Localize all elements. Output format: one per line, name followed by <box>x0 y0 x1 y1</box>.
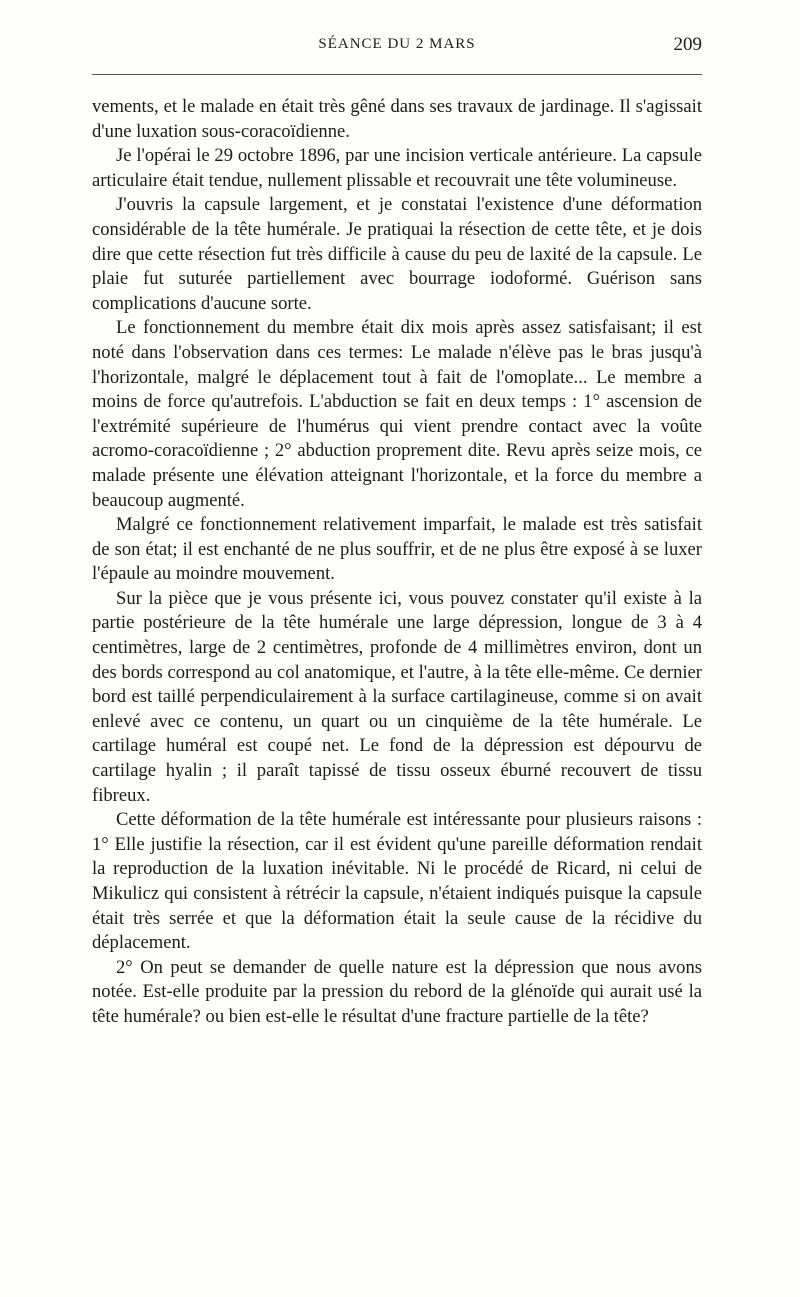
paragraph: Malgré ce fonctionnement relativement imparfait, le malade est très satisfait de son état; il est enchanté de ne plus souffrir, et de ne plus être exposé à se luxer l'épaule au moindre mouvement. <box>92 514 702 585</box>
paragraph: Le fonctionnement du membre était dix mois après assez satisfaisant; il est noté dans l'observation dans ces termes: Le malade n'élève pas le bras jusqu'à l'horizontale, malgré le déplacement tout à fait de l'omoplate... Le membre a moins de force qu'autrefois. L'abduction se fait en deux temps : 1° ascension de l'extrémité supérieure de l'humérus qui vient prendre contact avec la voûte acromo-coracoïdienne ; 2° abduction proprement dite. Revu après seize mois, ce malade présente une élévation atteignant l'horizontale, et la force du membre a beaucoup augmenté. <box>92 317 702 511</box>
paragraph: Sur la pièce que je vous présente ici, vous pouvez constater qu'il existe à la partie postérieure de la tête humérale une large dépression, longue de 3 à 4 centimètres, large de 2 centimètres, profonde de 4 millimètres environ, dont un des bords correspond au col anatomique, et l'autre, à la tête elle-même. Ce dernier bord est taillé perpendiculairement à la surface cartilagineuse, comme si on avait enlevé avec ce contenu, un quart ou un cinquième de la tête humérale. Le cartilage huméral est coupé net. Le fond de la dépression est dépourvu de cartilage hyalin ; il paraît tapissé de tissu osseux éburné recouvert de tissu fibreux. <box>92 587 702 806</box>
running-head <box>92 34 702 60</box>
paragraph: Cette déformation de la tête humérale est intéressante pour plusieurs raisons : 1° Elle justifie la résection, car il est évident qu'une pareille déformation rendait la reproduction de la luxation inévitable. Ni le procédé de Ricard, ni celui de Mikulicz qui consistent à rétrécir la capsule, n'étaient indiqués puisque la capsule était très serrée et que la déformation était la seule cause de la récidive du déplacement. <box>92 809 702 954</box>
paragraph: Je l'opérai le 29 octobre 1896, par une incision verticale antérieure. La capsule articulaire était tendue, nullement plissable et recouvrait une tête volumineuse. <box>92 145 702 191</box>
page-number: 209 <box>673 34 702 55</box>
paragraph: 2° On peut se demander de quelle nature est la dépression que nous avons notée. Est-elle produite par la pression du rebord de la glénoïde qui aurait usé la tête humérale? ou bien est-elle le résultat d'une fracture partielle de la tête? <box>92 956 702 1027</box>
paragraph-continued: vements, et le malade en était très gêné dans ses travaux de jardinage. Il s'agissait d'une luxation sous-coracoïdienne. <box>92 96 702 142</box>
header-rule <box>92 74 702 75</box>
running-title: SÉANCE DU 2 MARS <box>318 36 476 52</box>
paragraph: J'ouvris la capsule largement, et je constatai l'existence d'une déformation considérable de la tête humérale. Je pratiquai la résection de cette tête, et je dois dire que cette résection fut très difficile à cause du peu de laxité de la capsule. Le plaie fut suturée partiellement avec bourrage iodoformé. Guérison sans complications d'aucune sorte. <box>92 194 702 314</box>
body-text <box>92 95 702 1030</box>
